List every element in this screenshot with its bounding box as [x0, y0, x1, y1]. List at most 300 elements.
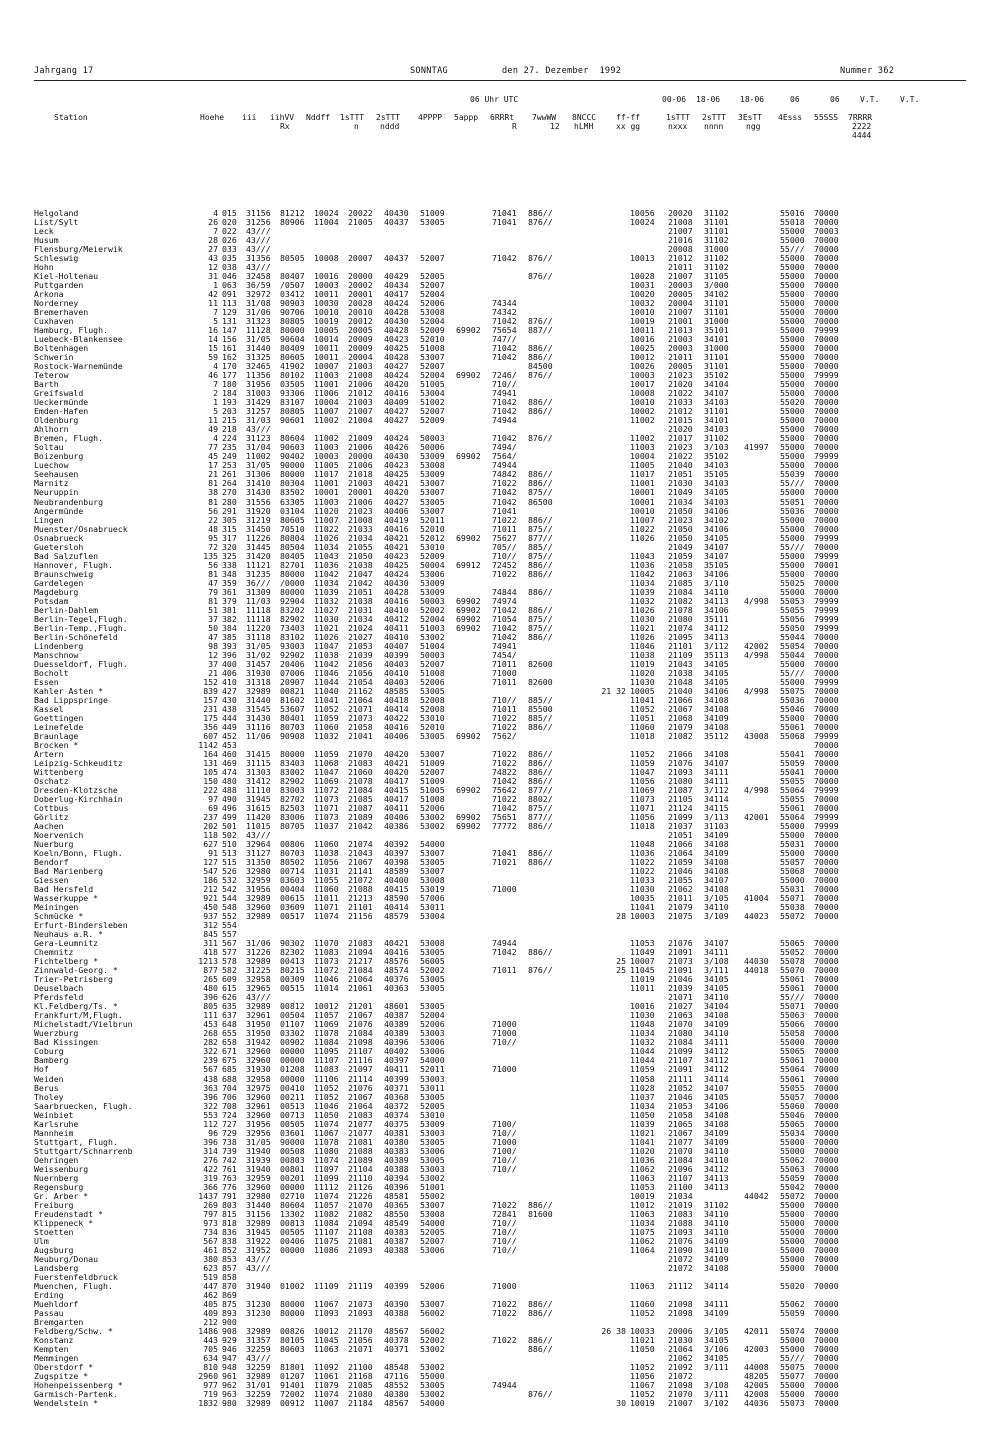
group-nddff: 03609	[280, 902, 305, 913]
group-7rrrr: 70000	[814, 893, 839, 904]
station-name: Boltenhagen	[34, 343, 89, 354]
group-1sttt-night: 11032	[630, 1037, 655, 1048]
group-5appp: 53002	[420, 821, 445, 832]
station-name: Weiden	[34, 1073, 64, 1084]
station-name: Potsdam	[34, 595, 69, 606]
group-5appp: 52005	[420, 1226, 445, 1237]
group-7rrrr: 70000	[814, 631, 839, 642]
elevation: 59	[208, 352, 218, 363]
group-2sttt: 21031	[348, 604, 373, 615]
group-7wwww: 74944	[492, 460, 517, 471]
elevation: 26	[208, 217, 218, 228]
group-3esttt: 34106	[704, 604, 729, 615]
group-2sttt: 21060	[348, 766, 373, 777]
group-55sss: 55075	[780, 1362, 805, 1372]
group-2sttt-night: 21070	[668, 1145, 693, 1156]
group-2sttt-night: 21011	[668, 893, 693, 904]
group-4pppp: 40403	[384, 658, 409, 669]
group-8nccc: 886//	[528, 631, 553, 642]
group-6rrrt: 69912	[456, 559, 481, 570]
group-nddff: 80000	[280, 1307, 305, 1318]
group-8nccc: 875//	[528, 550, 553, 561]
group-1sttt-night: 11052	[630, 748, 655, 759]
elevation: 96	[208, 1127, 218, 1138]
group-1sttt: 11022	[314, 523, 339, 534]
group-1sttt: 11001	[314, 379, 339, 390]
group-5appp: 53009	[420, 469, 445, 480]
group-5appp: 52002	[420, 604, 445, 615]
group-7rrrr: 79999	[814, 785, 839, 795]
group-iihvv: 31940	[246, 1280, 271, 1291]
group-7rrrr: 70000	[814, 577, 839, 588]
group-1sttt-night: 11021	[630, 1334, 655, 1345]
station-name: Gera-Leumnitz	[34, 938, 99, 949]
station-index: 427	[222, 685, 237, 696]
group-2sttt: 21080	[348, 1389, 373, 1400]
group-iihvv: 31556	[246, 496, 271, 507]
group-5appp: 53002	[420, 1362, 445, 1372]
group-00-06: 00-06	[662, 95, 687, 104]
station-index: 510	[222, 839, 237, 850]
group-7wwww: 7246/	[492, 370, 517, 381]
group-iihvv: 31440	[246, 694, 271, 705]
group-5appp: 53007	[420, 478, 445, 489]
station-index: 315	[222, 523, 237, 534]
group-5appp: 53003	[420, 1163, 445, 1174]
group-1sttt-night: 11026	[630, 631, 655, 642]
group-iihvv: 31410	[246, 478, 271, 489]
group-7wwww: 71022	[492, 757, 517, 768]
station-index: 542	[222, 884, 237, 895]
station-index: 857	[222, 1262, 237, 1273]
station-index: 215	[222, 415, 237, 426]
group-2sttt: 21067	[348, 857, 373, 868]
group-nddff: 00615	[280, 893, 305, 904]
group-iihvv: 11121	[246, 559, 271, 570]
group-3esttt: 3/000	[704, 280, 729, 291]
group-2sttt-night: 21049	[668, 487, 693, 498]
group-7rrrr: 70000	[814, 1127, 839, 1138]
station-name: Wendelstein *	[34, 1398, 99, 1409]
station-name: Pferdsfeld	[34, 992, 84, 1003]
group-3esttt: 31101	[704, 352, 729, 363]
group-3esttt: 3/113	[704, 812, 729, 823]
group-55sss: 55041	[780, 766, 805, 777]
group-1sttt: 11011	[314, 893, 339, 904]
group-2sttt: 21078	[348, 775, 373, 786]
group-1sttt: 11017	[314, 469, 339, 480]
elevation: 461	[203, 1244, 218, 1255]
group-7rrrr: 70000	[814, 289, 839, 300]
group-2sttt: 21084	[348, 965, 373, 976]
group-4pppp: 40414	[384, 902, 409, 913]
station-index: 948	[222, 1362, 237, 1372]
group-55sss: 55000	[780, 415, 805, 426]
group-iihvv: 31412	[246, 775, 271, 786]
group-1sttt-night: 11022	[630, 866, 655, 877]
group-1sttt: 11059	[314, 748, 339, 759]
group-3esttt: 34110	[704, 1244, 729, 1255]
group-nddff: 80102	[280, 370, 305, 381]
group-55sss: 55000	[780, 830, 805, 841]
elevation: 356	[203, 721, 218, 732]
group-3esttt: 3/108	[704, 956, 729, 967]
group-4pppp: 48579	[384, 911, 409, 922]
group-4pppp: 40396	[384, 1037, 409, 1048]
group-2sttt: 21162	[348, 685, 373, 696]
group-nddff: 00813	[280, 1217, 305, 1228]
group-7rrrr: 70000	[814, 1136, 839, 1147]
group-iihvv: 31939	[246, 1154, 271, 1165]
group-1sttt: 11060	[314, 721, 339, 732]
group-4pppp: 40387	[384, 1010, 409, 1021]
group-2sttt-night: 21063	[668, 1010, 693, 1021]
group-2sttt-night: 21050	[668, 523, 693, 534]
group-1sttt: 11040	[314, 685, 339, 696]
group-1sttt: 11092	[314, 1362, 339, 1372]
group-nddff: 82902	[280, 775, 305, 786]
group-nddff: 01002	[280, 1280, 305, 1291]
group-1sttt: 11082	[314, 1208, 339, 1219]
group-2sttt-night: 21040	[668, 685, 693, 696]
group-2sttt-night: 21007	[668, 226, 693, 237]
group-1sttt: 11112	[314, 1181, 339, 1192]
col-nddd: nddd	[380, 122, 400, 131]
group-nddff: 82503	[280, 803, 305, 814]
group-1sttt: 10016	[314, 271, 339, 282]
group-iihvv: 11118	[246, 613, 271, 624]
group-3esttt: 35111	[704, 613, 729, 624]
station-index: 020	[222, 217, 237, 228]
group-3esttt: 34113	[704, 1181, 729, 1192]
station-name: Soltau	[34, 442, 64, 453]
group-5appp: 50006	[420, 442, 445, 453]
group-2sttt-night: 21020	[668, 379, 693, 390]
group-4pppp: 40428	[384, 352, 409, 363]
group-8nccc: 886//	[528, 514, 553, 525]
station-index: 929	[222, 1334, 237, 1345]
group-3esttt: 34105	[704, 1334, 729, 1345]
group-5appp: 52010	[420, 721, 445, 732]
group-iihvv: 31930	[246, 667, 271, 678]
group-2sttt-night: 21007	[668, 271, 693, 282]
group-1sttt: 11046	[314, 1100, 339, 1111]
group-1sttt: 11003	[314, 370, 339, 381]
elevation: 312	[203, 920, 218, 931]
group-4esss: 44008	[744, 1362, 769, 1372]
group-5appp: 52007	[420, 280, 445, 291]
group-iihvv: 31226	[246, 947, 271, 958]
group-nddff: 01107	[280, 1019, 305, 1030]
group-7rrrr: 70000	[814, 505, 839, 516]
group-iihvv: 31956	[246, 379, 271, 390]
group-7wwww: 71000	[492, 1136, 517, 1147]
station-index: 022	[222, 226, 237, 237]
group-2sttt-night: 21072	[668, 1262, 693, 1273]
group-55sss: 55061	[780, 721, 805, 732]
group-7wwww: 7100/	[492, 1145, 517, 1156]
station-name: Hannover, Flugh.	[34, 559, 113, 570]
elevation: 1213	[198, 956, 218, 967]
group-4pppp: 48548	[384, 1362, 409, 1372]
elevation: 81	[208, 478, 218, 489]
elevation: 11	[208, 415, 218, 426]
group-3esttt: 34114	[704, 1073, 729, 1084]
group-4pppp: 40421	[384, 532, 409, 543]
elevation: 95	[208, 532, 218, 543]
station-name: Bendorf	[34, 857, 69, 868]
group-55sss: 55044	[780, 649, 805, 660]
station-name: Berlin-Dahlem	[34, 604, 99, 615]
group-1sttt: 11074	[314, 1118, 339, 1129]
group-1sttt: 11003	[314, 496, 339, 507]
elevation: 239	[203, 1055, 218, 1066]
col-2222: 2222	[852, 122, 872, 131]
station-name: Teterow	[34, 370, 69, 381]
group-8nccc: 886//	[528, 604, 553, 615]
station-name: Braunlage	[34, 730, 79, 741]
group-55sss: 55000	[780, 280, 805, 291]
group-7wwww: 71022	[492, 1334, 517, 1345]
station-index: 513	[222, 848, 237, 859]
group-iihvv: 43///	[246, 992, 271, 1003]
group-55sss: 55074	[780, 1325, 805, 1336]
group-5appp: 52009	[420, 325, 445, 336]
group-8nccc: 886//	[528, 1307, 553, 1318]
col-n: n	[354, 122, 359, 131]
group-5appp: 52010	[420, 523, 445, 534]
group-7rrrr: 70000	[814, 685, 839, 696]
group-55sss: 55072	[780, 1190, 805, 1201]
group-3esttt: 34108	[704, 748, 729, 759]
group-7rrrr: 70000	[814, 1343, 839, 1354]
elevation: 5	[213, 406, 218, 417]
group-nddff: 80304	[280, 478, 305, 489]
group-55sss: 55075	[780, 685, 805, 696]
group-1sttt: 11071	[314, 902, 339, 913]
group-55sss: 55000	[780, 1145, 805, 1156]
station-name: Flensburg/Meierwik	[34, 244, 123, 255]
group-1sttt: 11007	[314, 1398, 339, 1409]
group-55sss: 55041	[780, 748, 805, 759]
group-55sss: 55///	[780, 992, 805, 1003]
group-4pppp: 40425	[384, 343, 409, 354]
group-7wwww: 71042	[492, 631, 517, 642]
group-2sttt-night: 21011	[668, 352, 693, 363]
group-1sttt-night: 11063	[630, 1172, 655, 1183]
group-1sttt-night: 11036	[630, 1154, 655, 1165]
group-iihvv: 31356	[246, 253, 271, 264]
group-4esss: 41997	[744, 442, 769, 453]
group-6rrrt: 69902	[456, 622, 481, 633]
group-7rrrr: 70000	[814, 1325, 839, 1336]
group-8nccc: 875//	[528, 622, 553, 633]
group-55sss: 55000	[780, 451, 805, 462]
group-4pppp: 48550	[384, 1208, 409, 1219]
group-2sttt-night: 21099	[668, 812, 693, 823]
elevation: 37	[208, 658, 218, 669]
elevation: 21	[208, 667, 218, 678]
group-8nccc: 875//	[528, 613, 553, 624]
group-1sttt-night: 10028	[630, 271, 655, 282]
elevation: 131	[203, 757, 218, 768]
group-3esttt: 31101	[704, 298, 729, 309]
group-8nccc: 876//	[528, 1389, 553, 1400]
group-7rrrr: 70000	[814, 235, 839, 246]
group-iihvv: 31303	[246, 766, 271, 777]
station-index: 444	[222, 712, 237, 723]
group-nddff: 80000	[280, 1298, 305, 1309]
group-iihvv: 31420	[246, 550, 271, 561]
group-2sttt-night: 21096	[668, 1163, 693, 1174]
group-5appp: 51005	[420, 379, 445, 390]
group-6rrrt: 69902	[456, 370, 481, 381]
group-5appp: 52006	[420, 803, 445, 814]
group-55sss: 55038	[780, 902, 805, 913]
elevation: 462	[203, 1289, 218, 1300]
group-iihvv: 43///	[246, 262, 271, 273]
group-4pppp: 40409	[384, 397, 409, 408]
group-2sttt-night: 21050	[668, 532, 693, 543]
group-7rrrr: 70000	[814, 1073, 839, 1084]
group-7wwww: 71011	[492, 703, 517, 714]
station-index: 015	[222, 208, 237, 218]
station-name: Berlin-Tegel,Flugh.	[34, 613, 128, 624]
group-iihvv: 31325	[246, 352, 271, 363]
group-2sttt-night: 21068	[668, 712, 693, 723]
group-nddff: 03302	[280, 1028, 305, 1039]
group-1sttt-night: 11012	[630, 1199, 655, 1210]
group-3esttt: 34103	[704, 478, 729, 489]
group-4pppp: 40425	[384, 559, 409, 570]
group-nddff: 81602	[280, 694, 305, 705]
col-1sttt-2: 1sTTT	[666, 113, 691, 122]
elevation: 438	[203, 1073, 218, 1084]
group-55sss: 55000	[780, 424, 805, 435]
station-index: 305	[222, 514, 237, 525]
group-nddff: 03505	[280, 379, 305, 390]
group-2sttt: 21012	[348, 388, 373, 399]
group-iihvv: 32960	[246, 1181, 271, 1192]
group-7rrrr: 79999	[814, 730, 839, 741]
station-name: Cuxhaven	[34, 316, 74, 327]
station-index: 264	[222, 478, 237, 489]
group-3esttt: 34108	[704, 884, 729, 895]
station-index: 554	[222, 920, 237, 931]
group-4esss: 42001	[744, 812, 769, 823]
group-iihvv: 31350	[246, 857, 271, 868]
group-55sss: 55///	[780, 478, 805, 489]
group-3esttt: 34103	[704, 424, 729, 435]
group-7rrrr: 70000	[814, 442, 839, 453]
group-2sttt-night: 21058	[668, 559, 693, 570]
group-3esttt: 34108	[704, 721, 729, 732]
group-6rrrt: 69902	[456, 613, 481, 624]
group-55sss: 55059	[780, 757, 805, 768]
group-nddff: 80000	[280, 748, 305, 759]
group-7rrrr: 70000	[814, 433, 839, 444]
group-5appp: 50003	[420, 595, 445, 606]
group-4pppp: 40429	[384, 271, 409, 282]
elevation: 5	[213, 316, 218, 327]
station-index: 544	[222, 893, 237, 904]
group-5appp: 52005	[420, 271, 445, 282]
elevation: 152	[203, 676, 218, 687]
group-iihvv: 31940	[246, 1145, 271, 1156]
group-55sss: 55000	[780, 235, 805, 246]
group-7rrrr: 70000	[814, 875, 839, 886]
group-iihvv: 32972	[246, 289, 271, 300]
group-1sttt-night: 10003	[630, 911, 655, 922]
group-3esttt: 34109	[704, 830, 729, 841]
group-5appp: 54000	[420, 1217, 445, 1228]
group-2sttt: 21070	[348, 1199, 373, 1210]
station-index: 962	[222, 1380, 237, 1391]
group-1sttt: 11071	[314, 803, 339, 814]
group-1sttt: 11020	[314, 505, 339, 516]
group-iihvv: 31945	[246, 794, 271, 805]
station-index: 609	[222, 974, 237, 985]
group-5appp: 53008	[420, 460, 445, 471]
group-5appp: 56002	[420, 1307, 445, 1318]
group-7rrrr: 70000	[814, 280, 839, 291]
group-nddff: 80105	[280, 1334, 305, 1345]
station-index: 400	[222, 658, 237, 669]
group-55sss: 55000	[780, 370, 805, 381]
col-4444: 4444	[852, 131, 872, 140]
group-55sss: 55000	[780, 325, 805, 336]
group-2sttt-night: 21012	[668, 253, 693, 264]
station-index: 035	[222, 253, 237, 264]
header-rule	[34, 80, 966, 81]
group-1sttt: 11052	[314, 1082, 339, 1093]
elevation: 112	[203, 1118, 218, 1129]
group-7wwww: 71042	[492, 803, 517, 814]
group-7wwww: 7100/	[492, 1118, 517, 1129]
station-index: 449	[222, 721, 237, 732]
elevation: 553	[203, 1109, 218, 1120]
group-7rrrr: 70000	[814, 1154, 839, 1165]
group-nddff: 80605	[280, 514, 305, 525]
group-7rrrr: 70000	[814, 1226, 839, 1237]
station-index: 947	[222, 1352, 237, 1363]
group-2sttt: 21071	[348, 1343, 373, 1354]
group-nddff: 00406	[280, 1235, 305, 1246]
group-7rrrr: 70000	[814, 1001, 839, 1012]
group-8nccc: 886//	[528, 478, 553, 489]
group-5appp: 53002	[420, 631, 445, 642]
group-1sttt: 11042	[314, 568, 339, 579]
group-4pppp: 40388	[384, 1163, 409, 1174]
group-2sttt: 21104	[348, 1163, 373, 1174]
group-4pppp: 40427	[384, 406, 409, 417]
group-iihvv: 31950	[246, 1019, 271, 1030]
group-iihvv: 31/01	[246, 1380, 271, 1391]
group-2sttt-night: 21022	[668, 388, 693, 399]
group-5appp: 51001	[420, 1181, 445, 1192]
station-name: Ahlhorn	[34, 424, 69, 435]
station-name: Oehringen	[34, 1154, 79, 1165]
group-5appp: 51002	[420, 397, 445, 408]
elevation: 409	[203, 1307, 218, 1318]
group-nddff: /0507	[280, 280, 305, 291]
station-index: 637	[222, 1010, 237, 1021]
group-8nccc: 886//	[528, 766, 553, 777]
group-2sttt-night: 21008	[668, 217, 693, 228]
group-2sttt-night: 21101	[668, 640, 693, 651]
group-8nccc: 886//	[528, 1298, 553, 1309]
station-index: 803	[222, 1199, 237, 1210]
